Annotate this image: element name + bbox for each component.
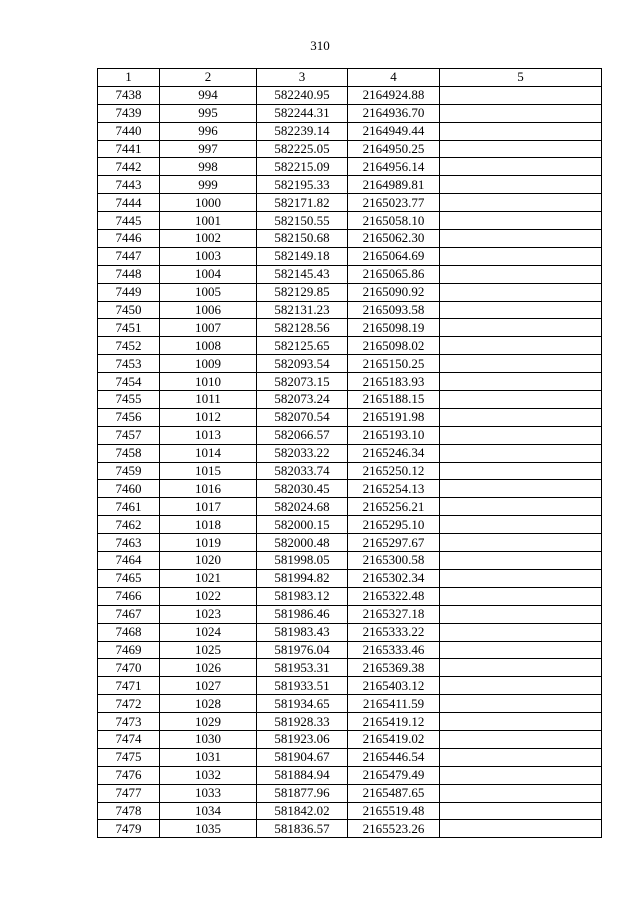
- y-coordinate-cell: 2164950.25: [348, 140, 440, 158]
- vertex-number-cell: 1004: [160, 265, 257, 283]
- vertex-number-cell: 1030: [160, 730, 257, 748]
- x-coordinate-cell: 582244.31: [257, 104, 348, 122]
- y-coordinate-cell: 2165297.67: [348, 534, 440, 552]
- point-number-cell: 7447: [98, 247, 160, 265]
- note-cell: [440, 140, 602, 158]
- note-cell: [440, 391, 602, 409]
- point-number-cell: 7442: [98, 158, 160, 176]
- vertex-number-cell: 994: [160, 86, 257, 104]
- y-coordinate-cell: 2165150.25: [348, 355, 440, 373]
- note-cell: [440, 194, 602, 212]
- table-row: [98, 766, 602, 784]
- y-coordinate-cell: 2165098.02: [348, 337, 440, 355]
- x-coordinate-cell: 581983.43: [257, 623, 348, 641]
- table-row: [98, 713, 602, 731]
- point-number-cell: 7471: [98, 677, 160, 695]
- point-number-cell: 7454: [98, 373, 160, 391]
- x-coordinate-cell: 581953.31: [257, 659, 348, 677]
- note-cell: [440, 587, 602, 605]
- vertex-number-cell: 1001: [160, 212, 257, 230]
- point-number-cell: 7443: [98, 176, 160, 194]
- table-row: [98, 552, 602, 570]
- note-cell: [440, 552, 602, 570]
- x-coordinate-cell: 582145.43: [257, 265, 348, 283]
- vertex-number-cell: 1022: [160, 587, 257, 605]
- vertex-number-cell: 1015: [160, 462, 257, 480]
- x-coordinate-cell: 581994.82: [257, 569, 348, 587]
- note-cell: [440, 230, 602, 248]
- vertex-number-cell: 1008: [160, 337, 257, 355]
- point-number-cell: 7449: [98, 283, 160, 301]
- note-cell: [440, 713, 602, 731]
- table-row: [98, 283, 602, 301]
- vertex-number-cell: 1031: [160, 748, 257, 766]
- x-coordinate-cell: 581842.02: [257, 802, 348, 820]
- point-number-cell: 7467: [98, 605, 160, 623]
- y-coordinate-cell: 2164956.14: [348, 158, 440, 176]
- y-coordinate-cell: 2165254.13: [348, 480, 440, 498]
- y-coordinate-cell: 2165523.26: [348, 820, 440, 838]
- note-cell: [440, 283, 602, 301]
- note-cell: [440, 641, 602, 659]
- note-cell: [440, 498, 602, 516]
- vertex-number-cell: 1007: [160, 319, 257, 337]
- note-cell: [440, 355, 602, 373]
- vertex-number-cell: 1028: [160, 695, 257, 713]
- point-number-cell: 7461: [98, 498, 160, 516]
- x-coordinate-cell: 581877.96: [257, 784, 348, 802]
- table-header-row: [98, 69, 602, 87]
- y-coordinate-cell: 2165302.34: [348, 569, 440, 587]
- column-header: 1: [98, 69, 160, 87]
- y-coordinate-cell: 2165062.30: [348, 230, 440, 248]
- point-number-cell: 7473: [98, 713, 160, 731]
- vertex-number-cell: 1020: [160, 552, 257, 570]
- point-number-cell: 7478: [98, 802, 160, 820]
- table-row: [98, 695, 602, 713]
- table-row: [98, 462, 602, 480]
- x-coordinate-cell: 582073.24: [257, 391, 348, 409]
- x-coordinate-cell: 582030.45: [257, 480, 348, 498]
- note-cell: [440, 534, 602, 552]
- table-row: [98, 623, 602, 641]
- y-coordinate-cell: 2165411.59: [348, 695, 440, 713]
- note-cell: [440, 820, 602, 838]
- note-cell: [440, 373, 602, 391]
- vertex-number-cell: 998: [160, 158, 257, 176]
- table-row: [98, 802, 602, 820]
- x-coordinate-cell: 582150.55: [257, 212, 348, 230]
- coordinates-table: [97, 68, 602, 838]
- y-coordinate-cell: 2165419.12: [348, 713, 440, 731]
- note-cell: [440, 766, 602, 784]
- vertex-number-cell: 1012: [160, 408, 257, 426]
- point-number-cell: 7477: [98, 784, 160, 802]
- x-coordinate-cell: 582215.09: [257, 158, 348, 176]
- table-row: [98, 86, 602, 104]
- x-coordinate-cell: 581928.33: [257, 713, 348, 731]
- point-number-cell: 7438: [98, 86, 160, 104]
- y-coordinate-cell: 2165064.69: [348, 247, 440, 265]
- point-number-cell: 7458: [98, 444, 160, 462]
- vertex-number-cell: 999: [160, 176, 257, 194]
- y-coordinate-cell: 2165300.58: [348, 552, 440, 570]
- x-coordinate-cell: 581836.57: [257, 820, 348, 838]
- table-row: [98, 534, 602, 552]
- x-coordinate-cell: 582093.54: [257, 355, 348, 373]
- point-number-cell: 7446: [98, 230, 160, 248]
- table-row: [98, 301, 602, 319]
- note-cell: [440, 462, 602, 480]
- vertex-number-cell: 1013: [160, 426, 257, 444]
- point-number-cell: 7470: [98, 659, 160, 677]
- table-row: [98, 677, 602, 695]
- x-coordinate-cell: 581998.05: [257, 552, 348, 570]
- table-row: [98, 587, 602, 605]
- note-cell: [440, 104, 602, 122]
- note-cell: [440, 122, 602, 140]
- x-coordinate-cell: 581934.65: [257, 695, 348, 713]
- point-number-cell: 7460: [98, 480, 160, 498]
- table-row: [98, 480, 602, 498]
- x-coordinate-cell: 582239.14: [257, 122, 348, 140]
- table-row: [98, 194, 602, 212]
- y-coordinate-cell: 2165058.10: [348, 212, 440, 230]
- vertex-number-cell: 1027: [160, 677, 257, 695]
- vertex-number-cell: 996: [160, 122, 257, 140]
- vertex-number-cell: 1003: [160, 247, 257, 265]
- table-row: [98, 569, 602, 587]
- column-header: 2: [160, 69, 257, 87]
- point-number-cell: 7479: [98, 820, 160, 838]
- x-coordinate-cell: 582150.68: [257, 230, 348, 248]
- y-coordinate-cell: 2165369.38: [348, 659, 440, 677]
- point-number-cell: 7463: [98, 534, 160, 552]
- y-coordinate-cell: 2164989.81: [348, 176, 440, 194]
- table-row: [98, 355, 602, 373]
- x-coordinate-cell: 582195.33: [257, 176, 348, 194]
- note-cell: [440, 265, 602, 283]
- y-coordinate-cell: 2165403.12: [348, 677, 440, 695]
- note-cell: [440, 212, 602, 230]
- x-coordinate-cell: 582000.15: [257, 516, 348, 534]
- x-coordinate-cell: 582225.05: [257, 140, 348, 158]
- point-number-cell: 7464: [98, 552, 160, 570]
- y-coordinate-cell: 2165246.34: [348, 444, 440, 462]
- note-cell: [440, 784, 602, 802]
- table-row: [98, 104, 602, 122]
- y-coordinate-cell: 2165023.77: [348, 194, 440, 212]
- table-row: [98, 641, 602, 659]
- point-number-cell: 7456: [98, 408, 160, 426]
- y-coordinate-cell: 2165193.10: [348, 426, 440, 444]
- table-body: [98, 86, 602, 837]
- table-row: [98, 516, 602, 534]
- note-cell: [440, 247, 602, 265]
- x-coordinate-cell: 582073.15: [257, 373, 348, 391]
- vertex-number-cell: 1023: [160, 605, 257, 623]
- note-cell: [440, 319, 602, 337]
- vertex-number-cell: 997: [160, 140, 257, 158]
- x-coordinate-cell: 582149.18: [257, 247, 348, 265]
- vertex-number-cell: 1010: [160, 373, 257, 391]
- table-row: [98, 230, 602, 248]
- y-coordinate-cell: 2165327.18: [348, 605, 440, 623]
- y-coordinate-cell: 2165250.12: [348, 462, 440, 480]
- x-coordinate-cell: 582125.65: [257, 337, 348, 355]
- point-number-cell: 7474: [98, 730, 160, 748]
- x-coordinate-cell: 581884.94: [257, 766, 348, 784]
- x-coordinate-cell: 582128.56: [257, 319, 348, 337]
- table-row: [98, 605, 602, 623]
- vertex-number-cell: 1035: [160, 820, 257, 838]
- y-coordinate-cell: 2165333.46: [348, 641, 440, 659]
- y-coordinate-cell: 2165333.22: [348, 623, 440, 641]
- y-coordinate-cell: 2165065.86: [348, 265, 440, 283]
- x-coordinate-cell: 581986.46: [257, 605, 348, 623]
- point-number-cell: 7472: [98, 695, 160, 713]
- point-number-cell: 7462: [98, 516, 160, 534]
- y-coordinate-cell: 2165487.65: [348, 784, 440, 802]
- note-cell: [440, 695, 602, 713]
- point-number-cell: 7465: [98, 569, 160, 587]
- x-coordinate-cell: 582033.22: [257, 444, 348, 462]
- table-row: [98, 176, 602, 194]
- table-row: [98, 122, 602, 140]
- note-cell: [440, 730, 602, 748]
- point-number-cell: 7450: [98, 301, 160, 319]
- y-coordinate-cell: 2165295.10: [348, 516, 440, 534]
- vertex-number-cell: 1006: [160, 301, 257, 319]
- y-coordinate-cell: 2165419.02: [348, 730, 440, 748]
- table-row: [98, 212, 602, 230]
- table-row: [98, 426, 602, 444]
- y-coordinate-cell: 2165183.93: [348, 373, 440, 391]
- point-number-cell: 7444: [98, 194, 160, 212]
- note-cell: [440, 158, 602, 176]
- table-row: [98, 784, 602, 802]
- vertex-number-cell: 1033: [160, 784, 257, 802]
- x-coordinate-cell: 581904.67: [257, 748, 348, 766]
- table-row: [98, 391, 602, 409]
- point-number-cell: 7452: [98, 337, 160, 355]
- note-cell: [440, 480, 602, 498]
- y-coordinate-cell: 2164949.44: [348, 122, 440, 140]
- vertex-number-cell: 1025: [160, 641, 257, 659]
- y-coordinate-cell: 2164924.88: [348, 86, 440, 104]
- y-coordinate-cell: 2164936.70: [348, 104, 440, 122]
- point-number-cell: 7455: [98, 391, 160, 409]
- vertex-number-cell: 1009: [160, 355, 257, 373]
- point-number-cell: 7445: [98, 212, 160, 230]
- note-cell: [440, 623, 602, 641]
- point-number-cell: 7476: [98, 766, 160, 784]
- column-header: 4: [348, 69, 440, 87]
- column-header: 3: [257, 69, 348, 87]
- table-row: [98, 140, 602, 158]
- table-row: [98, 373, 602, 391]
- note-cell: [440, 444, 602, 462]
- x-coordinate-cell: 582033.74: [257, 462, 348, 480]
- table-row: [98, 265, 602, 283]
- x-coordinate-cell: 582070.54: [257, 408, 348, 426]
- table-row: [98, 820, 602, 838]
- x-coordinate-cell: 581983.12: [257, 587, 348, 605]
- vertex-number-cell: 1014: [160, 444, 257, 462]
- vertex-number-cell: 1018: [160, 516, 257, 534]
- table-row: [98, 247, 602, 265]
- x-coordinate-cell: 582240.95: [257, 86, 348, 104]
- x-coordinate-cell: 581976.04: [257, 641, 348, 659]
- vertex-number-cell: 1005: [160, 283, 257, 301]
- point-number-cell: 7475: [98, 748, 160, 766]
- point-number-cell: 7469: [98, 641, 160, 659]
- note-cell: [440, 337, 602, 355]
- vertex-number-cell: 1026: [160, 659, 257, 677]
- point-number-cell: 7439: [98, 104, 160, 122]
- vertex-number-cell: 1011: [160, 391, 257, 409]
- note-cell: [440, 605, 602, 623]
- y-coordinate-cell: 2165093.58: [348, 301, 440, 319]
- vertex-number-cell: 995: [160, 104, 257, 122]
- vertex-number-cell: 1029: [160, 713, 257, 731]
- point-number-cell: 7466: [98, 587, 160, 605]
- note-cell: [440, 802, 602, 820]
- table-row: [98, 730, 602, 748]
- note-cell: [440, 408, 602, 426]
- note-cell: [440, 86, 602, 104]
- table-row: [98, 748, 602, 766]
- x-coordinate-cell: 581923.06: [257, 730, 348, 748]
- vertex-number-cell: 1024: [160, 623, 257, 641]
- point-number-cell: 7451: [98, 319, 160, 337]
- table-row: [98, 444, 602, 462]
- table-row: [98, 498, 602, 516]
- point-number-cell: 7441: [98, 140, 160, 158]
- point-number-cell: 7448: [98, 265, 160, 283]
- table-row: [98, 319, 602, 337]
- vertex-number-cell: 1034: [160, 802, 257, 820]
- vertex-number-cell: 1016: [160, 480, 257, 498]
- table-row: [98, 158, 602, 176]
- y-coordinate-cell: 2165098.19: [348, 319, 440, 337]
- x-coordinate-cell: 581933.51: [257, 677, 348, 695]
- y-coordinate-cell: 2165256.21: [348, 498, 440, 516]
- note-cell: [440, 516, 602, 534]
- note-cell: [440, 301, 602, 319]
- point-number-cell: 7468: [98, 623, 160, 641]
- x-coordinate-cell: 582171.82: [257, 194, 348, 212]
- point-number-cell: 7440: [98, 122, 160, 140]
- note-cell: [440, 677, 602, 695]
- x-coordinate-cell: 582024.68: [257, 498, 348, 516]
- table-row: [98, 659, 602, 677]
- y-coordinate-cell: 2165090.92: [348, 283, 440, 301]
- vertex-number-cell: 1019: [160, 534, 257, 552]
- y-coordinate-cell: 2165322.48: [348, 587, 440, 605]
- y-coordinate-cell: 2165519.48: [348, 802, 440, 820]
- y-coordinate-cell: 2165188.15: [348, 391, 440, 409]
- x-coordinate-cell: 582131.23: [257, 301, 348, 319]
- x-coordinate-cell: 582066.57: [257, 426, 348, 444]
- note-cell: [440, 659, 602, 677]
- y-coordinate-cell: 2165446.54: [348, 748, 440, 766]
- point-number-cell: 7453: [98, 355, 160, 373]
- vertex-number-cell: 1017: [160, 498, 257, 516]
- vertex-number-cell: 1021: [160, 569, 257, 587]
- x-coordinate-cell: 582129.85: [257, 283, 348, 301]
- vertex-number-cell: 1000: [160, 194, 257, 212]
- y-coordinate-cell: 2165191.98: [348, 408, 440, 426]
- note-cell: [440, 426, 602, 444]
- vertex-number-cell: 1002: [160, 230, 257, 248]
- vertex-number-cell: 1032: [160, 766, 257, 784]
- table-row: [98, 337, 602, 355]
- page-number: 310: [310, 38, 330, 53]
- note-cell: [440, 176, 602, 194]
- y-coordinate-cell: 2165479.49: [348, 766, 440, 784]
- x-coordinate-cell: 582000.48: [257, 534, 348, 552]
- point-number-cell: 7459: [98, 462, 160, 480]
- column-header: 5: [440, 69, 602, 87]
- table-row: [98, 408, 602, 426]
- note-cell: [440, 569, 602, 587]
- point-number-cell: 7457: [98, 426, 160, 444]
- note-cell: [440, 748, 602, 766]
